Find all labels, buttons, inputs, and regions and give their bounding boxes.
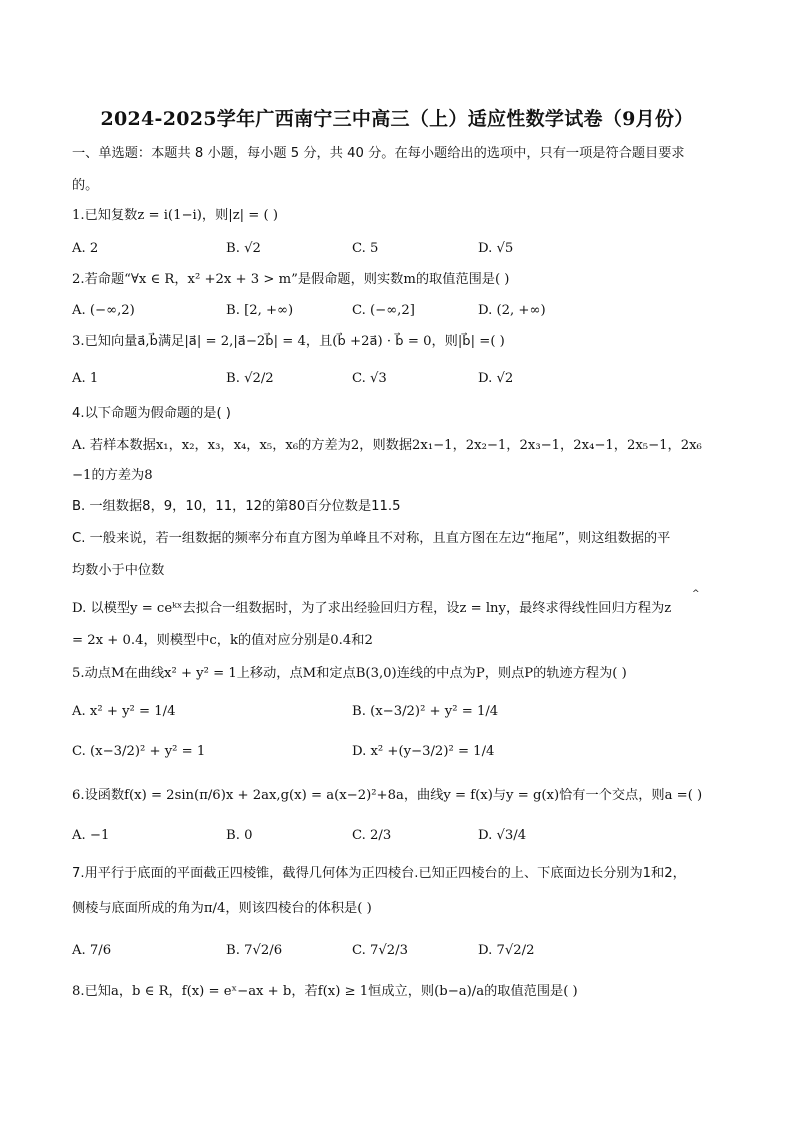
question-1-stem: 1.已知复数z = i(1−i)，则|z| = ( ) [72,208,279,223]
question-5-stem: 5.动点M在曲线x² + y² = 1上移动，点M和定点B(3,0)连线的中点为P，则点P的轨迹方程为( ) [72,666,627,681]
q3-option-c: C. √3 [352,371,387,386]
q2-option-c: C. (−∞,2] [352,303,415,318]
question-7-stem: 7.用平行于底面的平面截正四棱锥，截得几何体为正四棱台.已知正四棱台的上、下底面边长分别为1和2， [72,866,686,881]
question-3-stem: 3.已知向量a⃗,b⃗满足|a⃗| = 2,|a⃗−2b⃗| = 4，且(b⃗ +2a⃗) · b⃗ = 0，则|b⃗| =( ) [72,334,505,349]
q5-option-b: B. (x−3/2)² + y² = 1/4 [352,704,499,719]
q7-option-d: D. 7√2/2 [478,943,535,958]
q5-option-d: D. x² +(y−3/2)² = 1/4 [352,744,495,759]
q6-option-b: B. 0 [226,828,253,843]
q1-option-b: B. √2 [226,241,261,256]
q2-option-d: D. (2, +∞) [478,303,546,318]
exam-title: 2024-2025学年广西南宁三中高三（上）适应性数学试卷（9月份） [100,108,694,130]
q4-option-b: B. 一组数据8，9，10，11，12的第80百分位数是11.5 [72,499,401,514]
q7-option-b: B. 7√2/6 [226,943,283,958]
q2-option-a: A. (−∞,2) [72,303,135,318]
q4-option-a: A. 若样本数据x₁，x₂，x₃，x₄，x₅，x₆的方差为2，则数据2x₁−1，2x₂−1，2x₃−1，2x₄−1，2x₅−1，2x₆ [72,438,702,453]
q4-option-c: C. 一般来说，若一组数据的频率分布直方图为单峰且不对称，且直方图在左边“拖尾”，则这组数据的平 [72,531,671,546]
q6-option-a: A. −1 [72,828,110,843]
q2-option-b: B. [2, +∞) [226,303,294,318]
q3-option-b: B. √2/2 [226,371,274,386]
q3-option-d: D. √2 [478,371,514,386]
question-2-stem: 2.若命题“∀x ∈ R，x² +2x + 3 > m”是假命题，则实数m的取值范围是( ) [72,272,510,287]
q1-option-a: A. 2 [72,241,99,256]
q4-option-a-cont: −1的方差为8 [72,468,153,483]
q6-option-c: C. 2/3 [352,828,392,843]
question-6-stem: 6.设函数f(x) = 2sin(π/6)x + 2ax,g(x) = a(x−2)²+8a，曲线y = f(x)与y = g(x)恰有一个交点，则a =( ) [72,788,703,803]
q5-option-a: A. x² + y² = 1/4 [72,704,176,719]
q1-option-d: D. √5 [478,241,514,256]
q4-option-d-cont: = 2x + 0.4，则模型中c，k的值对应分别是0.4和2 [72,633,373,648]
q5-option-c: C. (x−3/2)² + y² = 1 [72,744,206,759]
regression-hat-mark: ^ [692,589,700,599]
question-4-stem: 4.以下命题为假命题的是( ) [72,406,231,421]
question-7-stem-cont: 侧棱与底面所成的角为π/4，则该四棱台的体积是( ) [72,901,372,916]
question-8-stem: 8.已知a，b ∈ R，f(x) = eˣ−ax + b，若f(x) ≥ 1恒成立，则(b−a)/a的取值范围是( ) [72,984,578,999]
q4-option-d: D. 以模型y = ceᵏˣ去拟合一组数据时，为了求出经验回归方程，设z = lny，最终求得线性回归方程为z [72,601,672,616]
q7-option-c: C. 7√2/3 [352,943,409,958]
section-instruction-cont: 的。 [72,178,99,193]
q6-option-d: D. √3/4 [478,828,527,843]
q4-option-c-cont: 均数小于中位数 [72,563,165,578]
q7-option-a: A. 7/6 [72,943,112,958]
q1-option-c: C. 5 [352,241,379,256]
section-instruction: 一、单选题：本题共 8 小题，每小题 5 分，共 40 分。在每小题给出的选项中，只有一项是符合题目要求 [72,146,685,161]
q3-option-a: A. 1 [72,371,99,386]
